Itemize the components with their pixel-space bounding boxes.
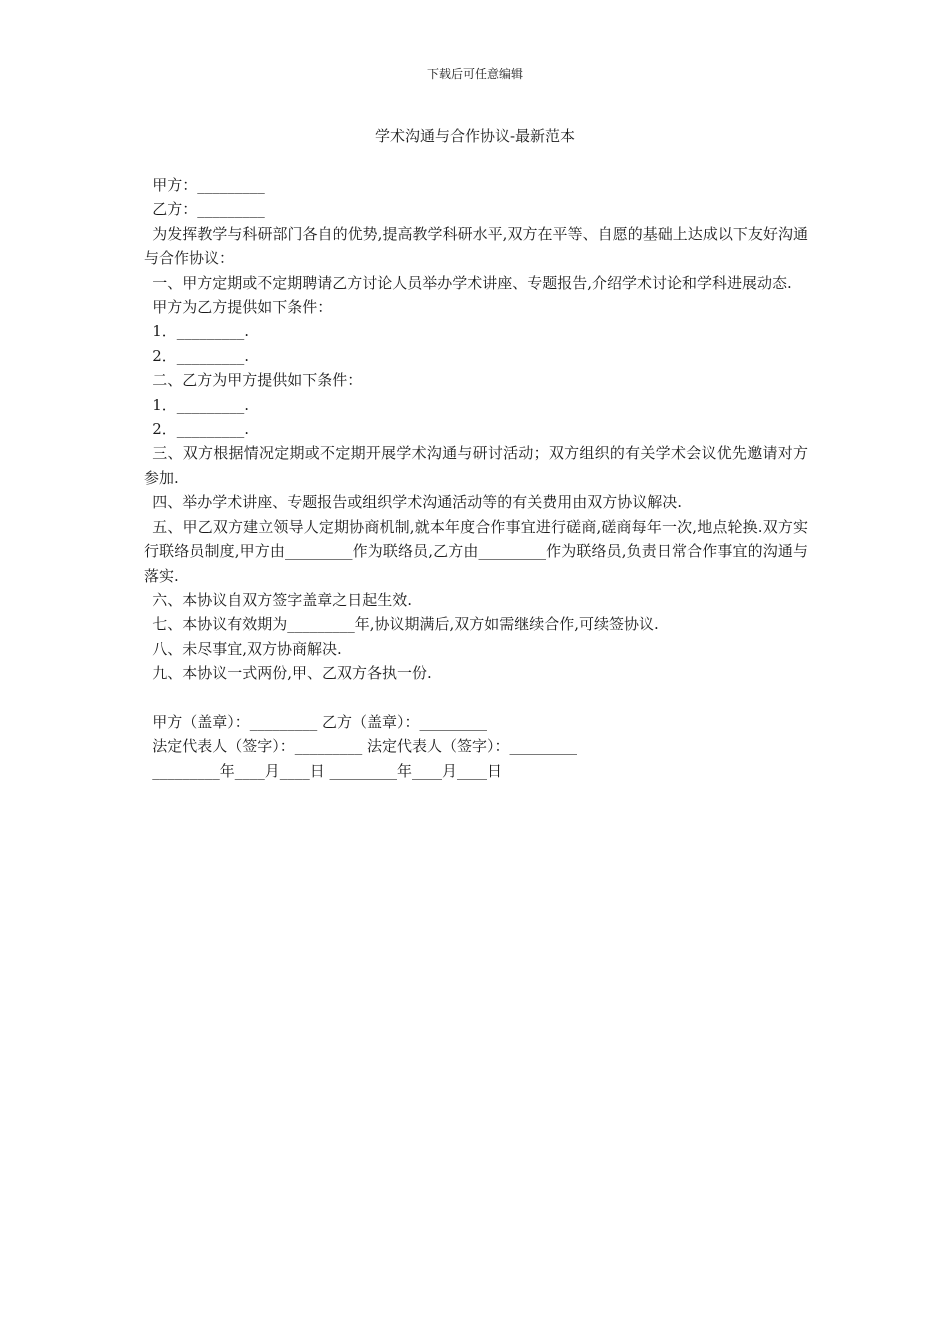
clause-1-conditions-heading: 甲方为乙方提供如下条件： — [152, 298, 333, 317]
party-a-line: 甲方：_________ — [152, 176, 265, 194]
seal-line: 甲方（盖章）：_________ 乙方（盖章）：_________ — [152, 712, 488, 731]
clause-2-condition-item: 1．_________. — [152, 395, 250, 414]
party-b-line: 乙方：_________ — [152, 200, 265, 219]
preamble-paragraph: 为发挥教学与科研部门各自的优势,提高教学科研水平,双方在平等、自愿的基础上达成以下友好沟通与合作协议： — [144, 224, 808, 268]
clause-1-condition-item: 1．_________. — [152, 322, 250, 341]
header-note: 下载后可任意编辑 — [426, 67, 523, 81]
clause-4: 四、举办学术讲座、专题报告或组织学术沟通活动等的有关费用由双方协议解决. — [152, 493, 683, 512]
date-line: _________年____月____日 _________年____月____日 — [152, 761, 503, 780]
clause-8: 八、未尽事宜,双方协商解决. — [152, 639, 342, 658]
clause-7: 七、本协议有效期为_________年,协议期满后,双方如需继续合作,可续签协议. — [152, 615, 659, 634]
clause-6: 六、本协议自双方签字盖章之日起生效. — [152, 590, 413, 609]
clause-9: 九、本协议一式两份,甲、乙双方各执一份. — [152, 664, 432, 683]
document-title: 学术沟通与合作协议-最新范本 — [374, 127, 576, 145]
document-body — [144, 173, 808, 783]
clause-2: 二、乙方为甲方提供如下条件： — [152, 371, 363, 390]
clause-5: 五、甲乙双方建立领导人定期协商机制,就本年度合作事宜进行磋商,磋商每年一次,地点轮换.双方实行联络员制度,甲方由_________作为联络员,乙方由_________作为联络员,负责日常合作事宜的沟通与落实. — [144, 517, 808, 585]
clause-1: 一、甲方定期或不定期聘请乙方讨论人员举办学术讲座、专题报告,介绍学术讨论和学科进展动态. — [152, 273, 792, 292]
representative-signature-line: 法定代表人（签字）：_________ 法定代表人（签字）：_________ — [152, 737, 578, 756]
clause-3: 三、双方根据情况定期或不定期开展学术沟通与研讨活动；双方组织的有关学术会议优先邀请对方参加. — [144, 444, 808, 487]
clause-2-condition-item: 2．_________. — [152, 420, 250, 439]
clause-1-condition-item: 2．_________. — [152, 346, 250, 365]
blank-line — [144, 686, 808, 710]
